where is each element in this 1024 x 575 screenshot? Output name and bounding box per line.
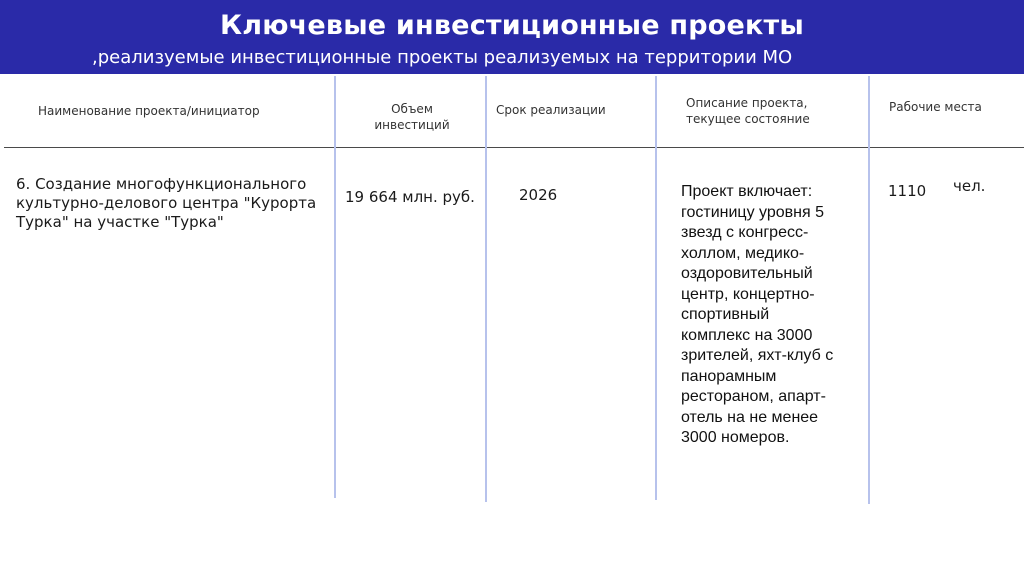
jobs-unit: чел. <box>953 177 986 195</box>
jobs-count: 1110 <box>888 182 927 200</box>
column-header-jobs: Рабочие места <box>889 100 982 114</box>
investment-amount: 19 664 млн. руб. <box>345 188 475 206</box>
header-divider <box>4 147 1024 148</box>
project-name: 6. Создание многофункционального культурно-делового центра "Курорта Турка" на участке "Турка" <box>16 175 317 231</box>
column-header-name: Наименование проекта/инициатор <box>38 104 260 118</box>
column-header-description: Описание проекта, текущее состояние <box>686 96 810 126</box>
column-divider <box>655 76 657 500</box>
column-divider <box>334 76 336 498</box>
implementation-term: 2026 <box>519 186 558 204</box>
column-header-investment: Объем инвестиций <box>374 102 450 132</box>
column-divider <box>485 76 487 502</box>
column-divider <box>868 76 870 504</box>
project-description: Проект включает: гостиницу уровня 5 звезд с конгресс-холлом, медико-оздоровительный центр, концертно-спортивный комплекс на 3000 зрителей, яхт-клуб с панорамным рестораном, апарт-отель на не менее 3000 номеров. <box>681 183 834 446</box>
page-title: Ключевые инвестиционные проекты <box>219 10 805 41</box>
page-subtitle: ,реализуемые инвестиционные проекты реализуемых на территории МО <box>92 47 793 68</box>
title-banner <box>0 0 1024 74</box>
column-header-term: Срок реализации <box>496 103 606 117</box>
